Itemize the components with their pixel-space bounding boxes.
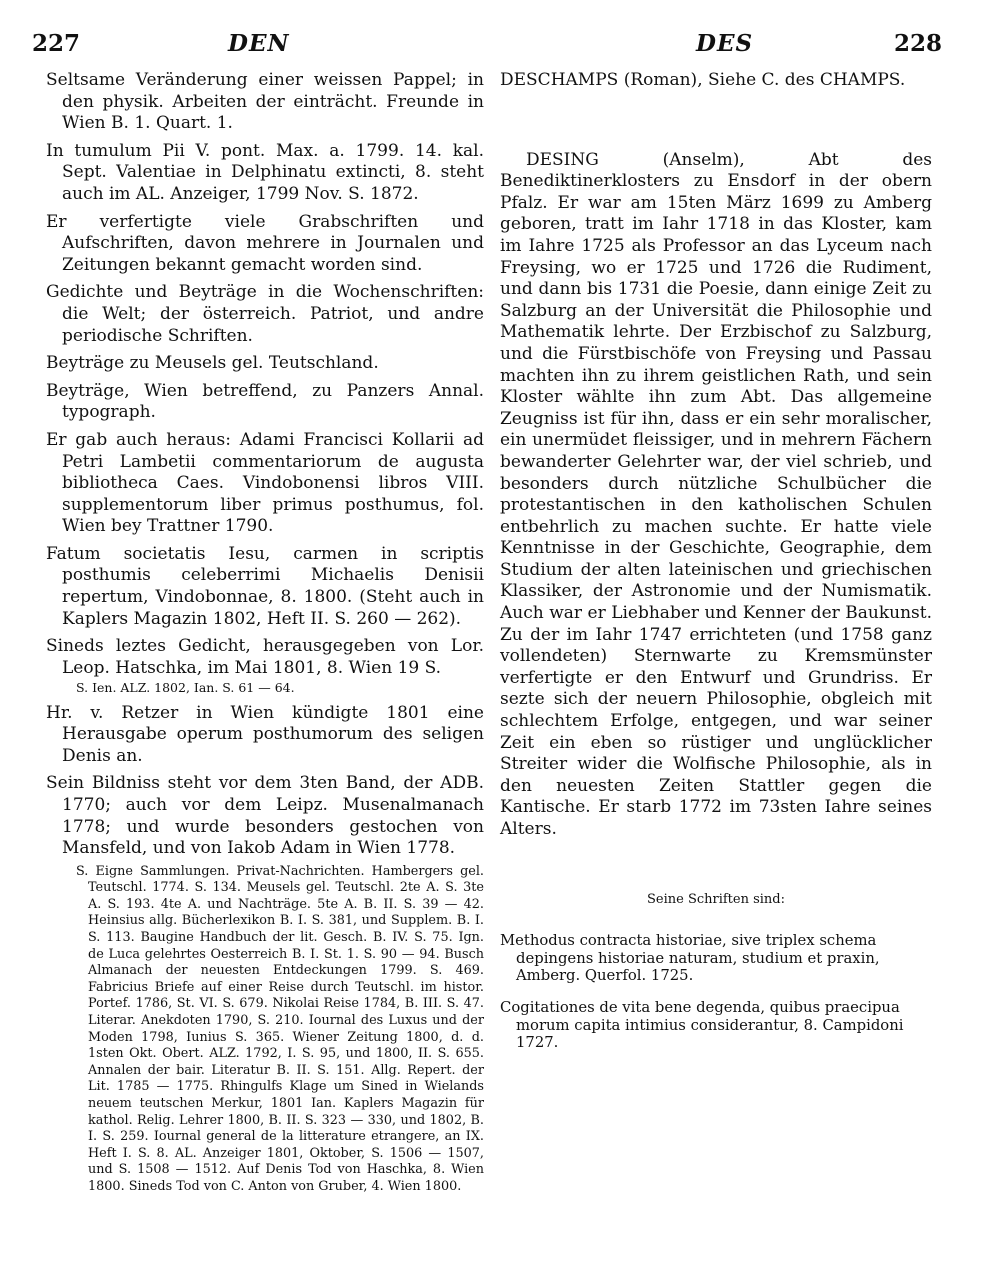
left-entry-10: Hr. v. Retzer in Wien kündigte 1801 eine Herausgabe operum posthumorum des seligen Denis an. <box>46 702 484 766</box>
right-column <box>500 70 932 1066</box>
left-entry-9: Sineds leztes Gedicht, herausgegeben von Lor. Leop. Hatschka, im Mai 1801, 8. Wien 19 S. <box>46 636 484 678</box>
biography-desing: DESING (Anselm), Abt des Benediktinerklosters zu Ensdorf in der obern Pfalz. Er war am 15ten März 1699 zu Amberg geboren, tratt im Iahr 1718 in das Kloster, kam im Iahre 1725 als Professor an das Lyceum nach Freysing, wo er 1725 und 1726 die Rudiment, und dann bis 1731 die Poesie, dann einige Zeit zu Salzburg an der Universität die Philosophie und Mathematik lehrte. Der Erzbischof zu Salzburg, und die Fürstbischöfe von Freysing und Passau machten ihn zu ihrem geistlichen Rath, und sein Kloster wählte ihn zum Abt. Das allgemeine Zeugniss ist für ihn, dass er ein sehr moralischer, ein unermüdet fleissiger, und in mehrern Fächern bewanderter Gelehrter war, der viel schrieb, und besonders durch nützliche Schulbücher die protestantischen in den katholischen Schulen entbehrlich zu machen suchte. Er hatte viele Kenntnisse in der Geschichte, Geographie, dem Studium der alten lateinischen und griechischen Klassiker, der Astronomie und der Numismatik. Auch war er Liebhaber und Kenner der Baukunst. Zu der im Iahr 1747 errichteten (und 1758 ganz vollendeten) Sternwarte zu Kremsmünster verfertigte er den Entwurf und Grundriss. Er sezte sich der neuern Philosophie, obgleich mit schlechtem Erfolge, entgegen, und war seiner Zeit ein eben so rüstiger und unglücklicher Streiter wider die Wolfische Philosophie, als in den neuesten Zeiten Stattler gegen die Kantische. Er starb 1772 im 73sten Iahre seines Alters. <box>500 149 932 839</box>
references-paragraph: S. Eigne Sammlungen. Privat-Nachrichten. Hambergers gel. Teutschl. 1774. S. 134. Meusels gel. Teutschl. 2te A. S. 3te A. S. 193. 4te A. und Nachträge. 5te A. B. II. S. 39 — 42. Heinsius allg. Bücherlexikon B. I. S. 381, und Supplem. B. I. S. 113. Baugine Handbuch der lit. Gesch. B. IV. S. 75. Ign. de Luca gelehrtes Oesterreich B. I. St. 1. S. 90 — 94. Busch Almanach der neuesten Entdeckungen 1799. S. 469. Fabricius Briefe auf einer Reise durch Teutschl. im histor. Portef. 1786, St. VI. S. 679. Nikolai Reise 1784, B. III. S. 47. Literar. Anekdoten 1790, S. 210. Iournal des Luxus und der Moden 1798, Iunius S. 365. Wiener Zeitung 1800, d. d. 1sten Okt. Obert. ALZ. 1792, I. S. 95, und 1800, II. S. 655. Annalen der bair. Literatur B. II. S. 151. Allg. Repert. der Lit. 1785 — 1775. Rhingulfs Klage um Sined in Wielands neuem teutschen Merkur, 1801 Ian. Kaplers Magazin für kathol. Relig. Lehrer 1800, B. II. S. 323 — 330, und 1802, B. I. S. 259. Iournal general de la litterature etrangere, an IX. Heft I. S. 8. AL. Anzeiger 1801, Oktober, S. 1506 — 1507, und S. 1508 — 1512. Auf Denis Tod von Haschka, 8. Wien 1800. Sineds Tod von C. Anton von Gruber, 4. Wien 1800. <box>76 863 484 1194</box>
left-entry-1: Seltsame Veränderung einer weissen Pappel; in den physik. Arbeiten der einträcht. Freunde in Wien B. 1. Quart. 1. <box>46 70 484 134</box>
left-entry-3: Er verfertigte viele Grabschriften und Aufschriften, davon mehrere in Journalen und Zeitungen bekannt gemacht worden sind. <box>46 211 484 275</box>
left-entry-5: Beyträge zu Meusels gel. Teutschland. <box>46 353 379 374</box>
right-running-head: DES <box>696 30 754 57</box>
left-page-number: 227 <box>32 30 81 57</box>
left-entry-7: Er gab auch heraus: Adami Francisci Kollarii ad Petri Lambetii commentariorum de augusta bibliotheca Caes. Vindobonensi libros VIII. supplementorum liber primus posthumus, fol. Wien bey Trattner 1790. <box>46 429 484 537</box>
left-entry-8: Fatum societatis Iesu, carmen in scriptis posthumis celeberrimi Michaelis Denisii repertum, Vindobonnae, 8. 1800. (Steht auch in Kaplers Magazin 1802, Heft II. S. 260 — 262). <box>46 543 484 629</box>
work-entry-1: Methodus contracta historiae, sive triplex schema depingens historiae naturam, studium et praxin, Amberg. Querfol. 1725. <box>500 932 880 985</box>
left-entry-6: Beyträge, Wien betreffend, zu Panzers Annal. typograph. <box>46 380 484 423</box>
works-heading: Seine Schriften sind: <box>646 891 786 907</box>
left-entry-4: Gedichte und Beyträge in die Wochenschriften: die Welt; der österreich. Patriot, und andre periodische Schriften. <box>46 282 484 346</box>
left-column <box>46 70 484 1196</box>
work-entry-2: Cogitationes de vita bene degenda, quibus praecipua morum capita intimius considerantur, 8. Campidoni 1727. <box>500 998 904 1052</box>
right-page-number: 228 <box>894 30 943 57</box>
left-entry-2: In tumulum Pii V. pont. Max. a. 1799. 14. kal. Sept. Valentiae in Delphinatu extincti, 8. steht auch im AL. Anzeiger, 1799 Nov. S. 1872. <box>46 140 484 204</box>
left-entry-11: Sein Bildniss steht vor dem 3ten Band, der ADB. 1770; auch vor dem Leipz. Musenalmanach 1778; und wurde besonders gestochen von Mansfeld, und von Iakob Adam in Wien 1778. <box>46 773 484 859</box>
reference-line: S. Ien. ALZ. 1802, Ian. S. 61 — 64. <box>76 680 295 696</box>
cross-reference-entry: DESCHAMPS (Roman), Siehe C. des CHAMPS. <box>500 70 906 90</box>
left-running-head: DEN <box>228 30 290 57</box>
